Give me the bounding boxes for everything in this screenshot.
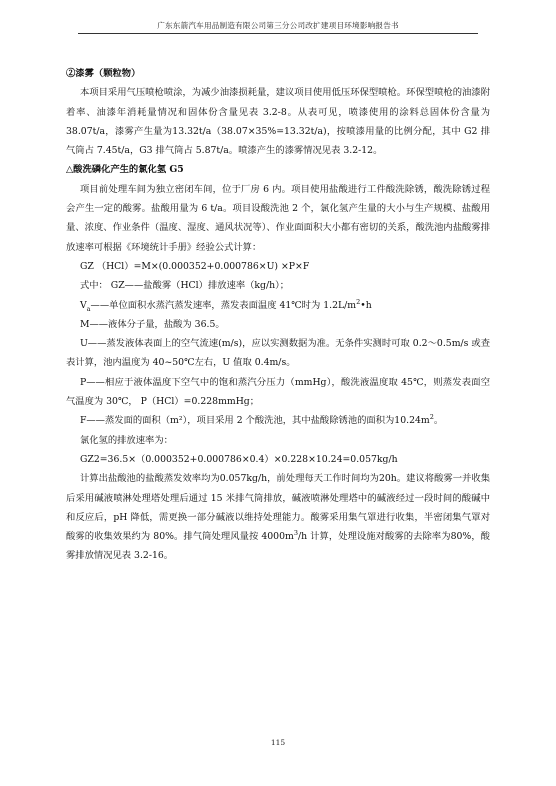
conclusion-text: 计算出盐酸池的盐酸蒸发效率均为0.057kg/h，前处理每天工作时间均为20h。建议将酸雾一并收集后采用碱液喷淋处理塔处理后通过 15 米排气筒排放，碱液喷淋处理塔中的碱液经过一段时间的酸碱中和反应后，pH 降低，需更换一部分碱液以维持处理能力。酸雾采用集气罩进行收集，半密闭集气罩对酸雾的收集效果约为 80%。排气筒处理风量按 4000m	[66, 473, 490, 543]
section-heading-paint-mist: ②漆雾（颗粒物）	[66, 68, 141, 79]
definition-f-end: 。	[433, 415, 444, 427]
conclusion-sup: 3	[293, 529, 298, 538]
page-header: 广东东箭汽车用品制造有限公司第三分公司改扩建项目环境影响报告书	[157, 21, 399, 30]
definition-v-suffix: •h	[360, 299, 372, 311]
definition-v-sub: a	[86, 304, 91, 313]
definition-m: M——液体分子量，盐酸为 36.5。	[79, 318, 225, 330]
paragraph-hcl: 项目前处理车间为独立密闭车间，位于厂房 6 内。项目使用盐酸进行工件酸洗除锈，酸洗除锈过程会产生一定的酸雾。盐酸用量为 6 t/a。项目设酸洗池 2 个，氯化氢产生量的大小与生产规模、盐酸用量、浓度、作业条件（温度、湿度、通风状况等）、作业面面积大小都有密切的关系，酸洗池内盐酸雾排放速率可根据《环境统计手册》经验公式计算：	[66, 183, 490, 253]
formula-line: GZ （HCl）=M×(0.000352+0.000786×U) ×P×F	[79, 260, 310, 272]
rate-label: 氯化氢的排放速率为：	[79, 434, 173, 446]
definition-f	[66, 411, 490, 430]
rate-calculation: GZ2=36.5×（0.000352+0.000786×0.4）×0.228×10.24=0.057kg/h	[79, 453, 398, 465]
page-content	[66, 64, 490, 566]
definition-f-text: F——蒸发面的面积（m²），项目采用 2 个酸洗池，其中盐酸除锈池的面积为10.24m	[79, 415, 430, 427]
definition-v	[66, 296, 490, 315]
page-number: 115	[270, 738, 286, 747]
paragraph-paint-mist: 本项目采用气压喷枪喷涂，为减少油漆损耗量，建议项目使用低压环保型喷枪。环保型喷枪的油漆附着率、油漆年消耗量情况和固体份含量见表 3.2-8。从表可见，喷漆使用的涂料总固体份含量为38.07t/a，漆雾产生量为13.32t/a（38.07×35%=13.32t/a)，按喷漆用量的比例分配，其中 G2 排气筒占 7.45t/a，G3 排气筒占 5.87t/a。喷漆产生的漆雾情况见表 3.2-12。	[66, 87, 490, 157]
definition-v-text: ——单位面积水蒸汽蒸发速率，蒸发表面温度 41℃时为 1.2L/m	[90, 299, 357, 311]
definition-v-sup: 2	[356, 297, 361, 306]
conclusion-end: /h 计算，处理设施对酸雾的去除率为80%，酸雾排放情况见表 3.2-16。	[66, 531, 490, 562]
definition-u: U——蒸发液体表面上的空气流速(m/s)，应以实测数据为准。无条件实测时可取 0.2～0.5m/s 或查表计算，池内温度为 40~50℃左右，U 值取 0.4m/s。	[66, 338, 490, 369]
definition-f-sup: 2	[429, 413, 434, 422]
definition-p: P——相应于液体温度下空气中的饱和蒸汽分压力（mmHg），酸洗液温度取 45℃，则蒸发表面空气温度为 30℃， P（HCl）=0.228mmHg；	[66, 376, 490, 408]
paragraph-conclusion	[66, 469, 490, 565]
definition-v-prefix: V	[79, 299, 87, 311]
formula-where: 式中： GZ——盐酸雾（HCl）排放速率（kg/h）；	[79, 280, 290, 292]
section-heading-hcl: △酸洗磷化产生的氯化氢 G5	[66, 164, 184, 176]
header-rule	[78, 33, 478, 34]
